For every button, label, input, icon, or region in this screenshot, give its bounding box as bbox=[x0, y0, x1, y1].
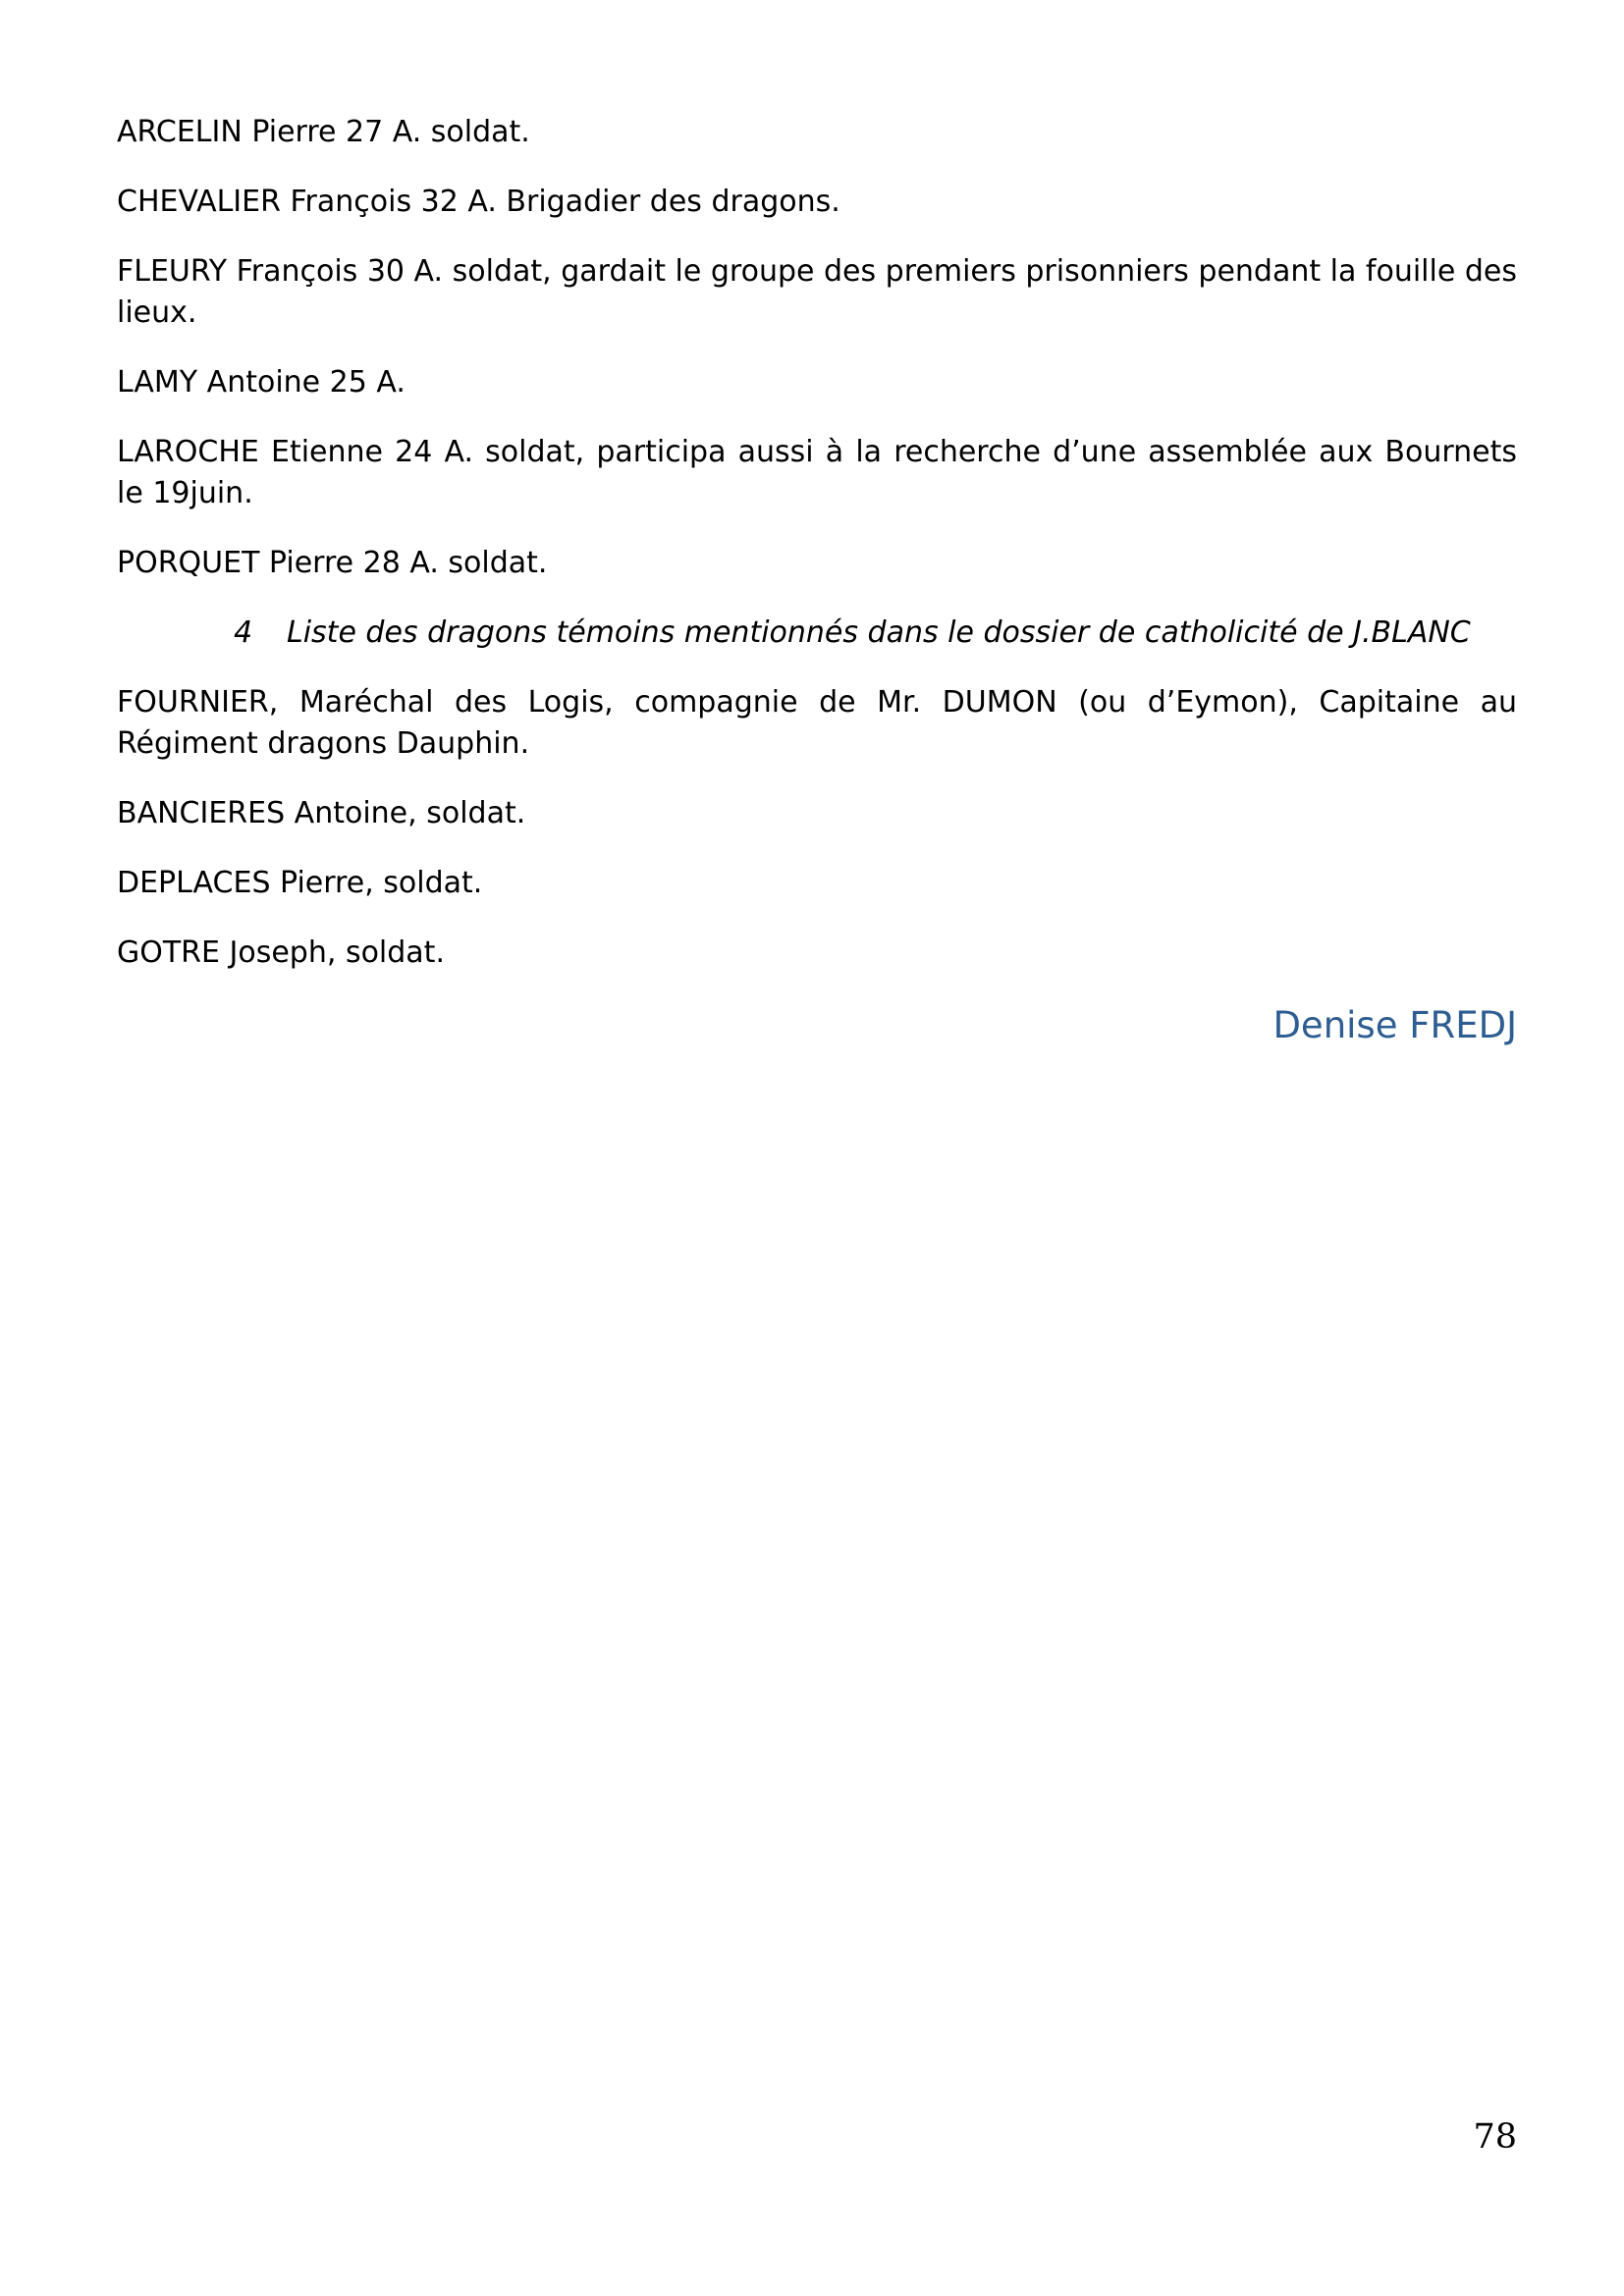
entry-lamy: LAMY Antoine 25 A. bbox=[117, 365, 406, 400]
entry-chevalier: CHEVALIER François 32 A. Brigadier des dragons. bbox=[117, 185, 840, 219]
page-content bbox=[117, 112, 1517, 1049]
entry-fournier: FOURNIER, Maréchal des Logis, compagnie de Mr. DUMON (ou d’Eymon), Capitaine au Régiment dragons Dauphin. bbox=[117, 685, 1517, 761]
section-heading bbox=[117, 613, 1517, 654]
section-title: Liste des dragons témoins mentionnés dans le dossier de catholicité de J.BLANC bbox=[287, 615, 1471, 650]
entry-deplaces: DEPLACES Pierre, soldat. bbox=[117, 866, 483, 900]
entry-gotre: GOTRE Joseph, soldat. bbox=[117, 935, 445, 970]
entry-laroche: LAROCHE Etienne 24 A. soldat, participa aussi à la recherche d’une assemblée aux Bournets le 19juin. bbox=[117, 435, 1517, 510]
entry-bancieres: BANCIERES Antoine, soldat. bbox=[117, 796, 526, 830]
entry-fleury: FLEURY François 30 A. soldat, gardait le groupe des premiers prisonniers pendant la fouille des lieux. bbox=[117, 254, 1517, 330]
author-signature: Denise FREDJ bbox=[1272, 1004, 1517, 1046]
page-number: 78 bbox=[1473, 2117, 1517, 2157]
entry-arcelin: ARCELIN Pierre 27 A. soldat. bbox=[117, 115, 530, 149]
section-number: 4 bbox=[234, 615, 253, 650]
entry-porquet: PORQUET Pierre 28 A. soldat. bbox=[117, 546, 548, 580]
